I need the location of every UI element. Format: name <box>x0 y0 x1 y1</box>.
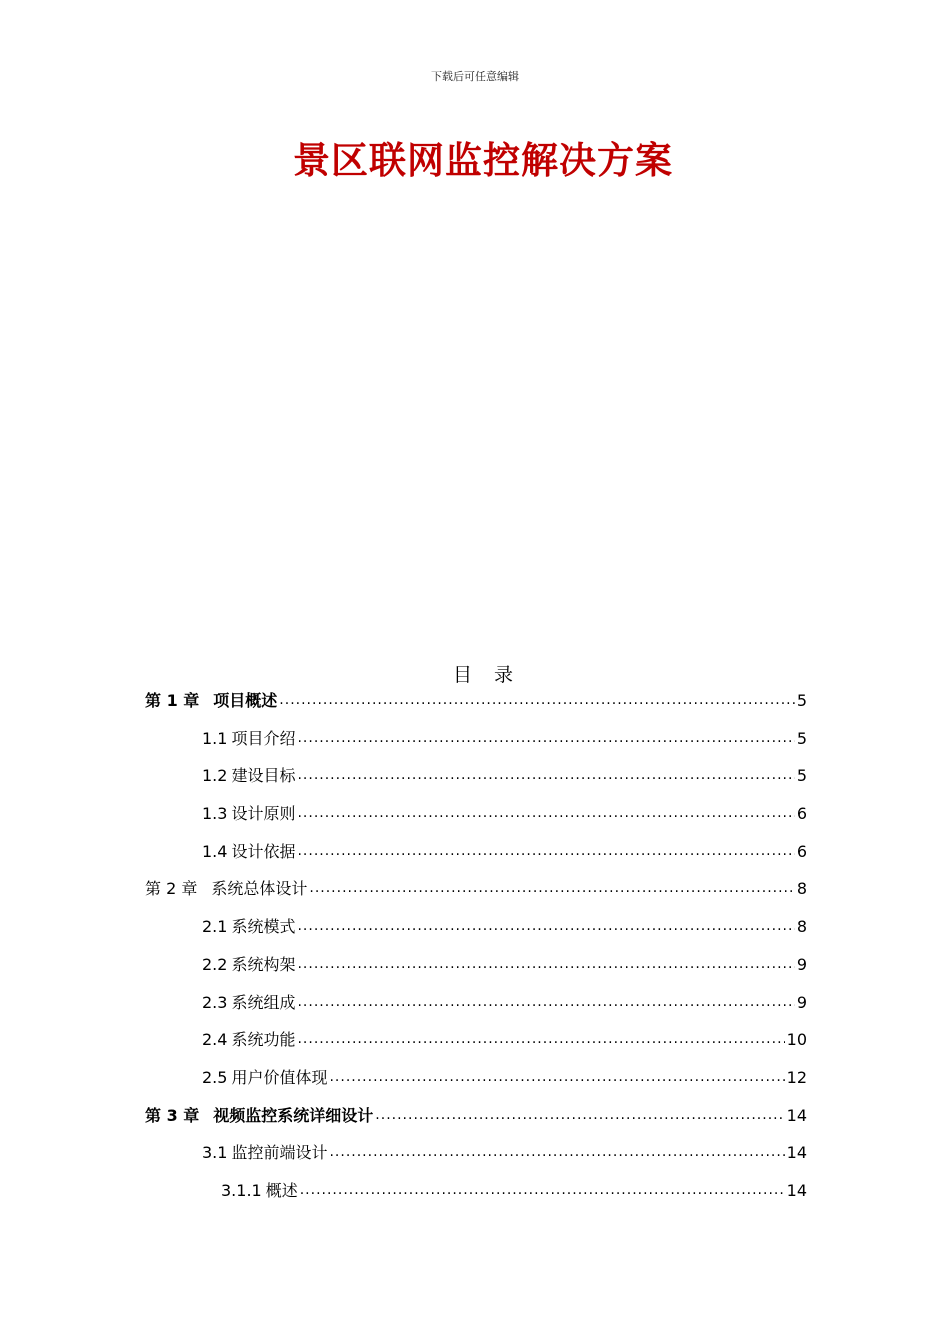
toc-leader-dots <box>279 682 795 720</box>
toc-leader-dots <box>297 984 794 1022</box>
toc-page-number: 5 <box>796 728 807 748</box>
toc-entry-number: 1.1 <box>202 728 228 748</box>
toc-entry-label <box>202 795 295 833</box>
toc-entry-title: 系统构架 <box>231 954 296 974</box>
toc-entry[interactable] <box>202 720 807 758</box>
toc-entry-title: 视频监控系统详细设计 <box>213 1105 374 1125</box>
toc-leader-dots <box>300 1172 785 1210</box>
toc-entry[interactable] <box>202 833 807 871</box>
toc-page-number: 6 <box>796 804 807 824</box>
toc-entry-label <box>202 1059 327 1097</box>
toc-leader-dots <box>297 720 794 758</box>
toc-entry-number: 1.3 <box>202 804 228 824</box>
toc-entry-number: 2.3 <box>202 992 228 1012</box>
toc-entry[interactable] <box>145 870 807 908</box>
toc-leader-dots <box>297 757 794 795</box>
toc-leader-dots <box>297 946 794 984</box>
toc-entry-title: 项目介绍 <box>231 728 296 748</box>
header-note: 下载后可任意编辑 <box>431 70 519 83</box>
toc-entry[interactable] <box>202 984 807 1022</box>
toc-entry[interactable] <box>202 1021 807 1059</box>
toc-entry-title: 系统模式 <box>231 917 296 937</box>
toc-entry-title: 系统组成 <box>231 992 296 1012</box>
toc-leader-dots <box>329 1059 784 1097</box>
toc-leader-dots <box>309 870 794 908</box>
toc-entry-title: 监控前端设计 <box>231 1143 328 1163</box>
toc-entry-label <box>145 1097 373 1135</box>
toc-entry-number: 2.4 <box>202 1030 228 1050</box>
toc-page-number: 9 <box>796 954 807 974</box>
toc-page-number: 8 <box>796 917 807 937</box>
toc-entry-label <box>202 833 295 871</box>
toc-entry[interactable] <box>202 946 807 984</box>
toc-entry-number: 2.2 <box>202 954 228 974</box>
toc-entry-number: 2.1 <box>202 917 228 937</box>
toc-entry-label <box>145 870 307 908</box>
toc-entry-title: 项目概述 <box>213 691 278 710</box>
toc-leader-dots <box>297 1021 784 1059</box>
toc-entry-number: 3.1 <box>202 1143 228 1163</box>
toc-entry-label <box>202 757 295 795</box>
toc-entry-title: 建设目标 <box>231 766 296 786</box>
toc-page-number: 10 <box>786 1030 807 1050</box>
toc-page-number: 8 <box>796 879 807 899</box>
toc-entry-label <box>202 984 295 1022</box>
toc-leader-dots <box>297 908 794 946</box>
toc-entry-title: 设计原则 <box>231 804 296 824</box>
toc-leader-dots <box>375 1097 784 1135</box>
toc-entry-number: 1.2 <box>202 766 228 786</box>
toc-page-number: 5 <box>796 691 807 710</box>
toc-entry-label <box>202 908 295 946</box>
toc-entry[interactable] <box>202 908 807 946</box>
toc-entry-number: 第 3 章 <box>145 1105 200 1125</box>
toc-entry-label <box>202 1021 295 1059</box>
toc-entry-label <box>221 1172 298 1210</box>
toc-entry-title: 系统功能 <box>231 1030 296 1050</box>
toc-entry[interactable] <box>202 1059 807 1097</box>
toc-entry-title: 概述 <box>265 1180 298 1200</box>
toc-entry[interactable] <box>202 795 807 833</box>
toc-page-number: 12 <box>786 1067 807 1087</box>
toc-page-number: 14 <box>786 1105 807 1125</box>
toc-entry-number: 1.4 <box>202 841 228 861</box>
toc-entry-number: 3.1.1 <box>221 1180 262 1200</box>
toc-entry[interactable] <box>145 1097 807 1135</box>
toc-page-number: 14 <box>786 1180 807 1200</box>
toc-page-number: 14 <box>786 1143 807 1163</box>
toc-page-number: 5 <box>796 766 807 786</box>
toc-entry-number: 2.5 <box>202 1067 228 1087</box>
toc-entry-label <box>145 682 277 720</box>
document-title: 景区联网监控解决方案 <box>293 139 673 182</box>
toc-entry[interactable] <box>202 757 807 795</box>
toc-entry-title: 用户价值体现 <box>231 1067 328 1087</box>
toc-entry-number: 第 1 章 <box>145 691 200 710</box>
toc-leader-dots <box>297 795 794 833</box>
toc-entry-label <box>202 946 295 984</box>
toc-page-number: 9 <box>796 992 807 1012</box>
toc-heading: 目录 <box>452 664 535 686</box>
toc-entry-number: 第 2 章 <box>145 879 198 899</box>
toc-leader-dots <box>297 833 794 871</box>
toc-entry-title: 设计依据 <box>231 841 296 861</box>
table-of-contents <box>0 682 950 1210</box>
toc-entry[interactable] <box>202 1134 807 1172</box>
toc-entry[interactable] <box>221 1172 807 1210</box>
toc-leader-dots <box>329 1134 784 1172</box>
toc-page-number: 6 <box>796 841 807 861</box>
toc-entry-label <box>202 720 295 758</box>
toc-entry-title: 系统总体设计 <box>211 879 308 899</box>
toc-entry-label <box>202 1134 327 1172</box>
toc-entry[interactable] <box>145 682 807 720</box>
